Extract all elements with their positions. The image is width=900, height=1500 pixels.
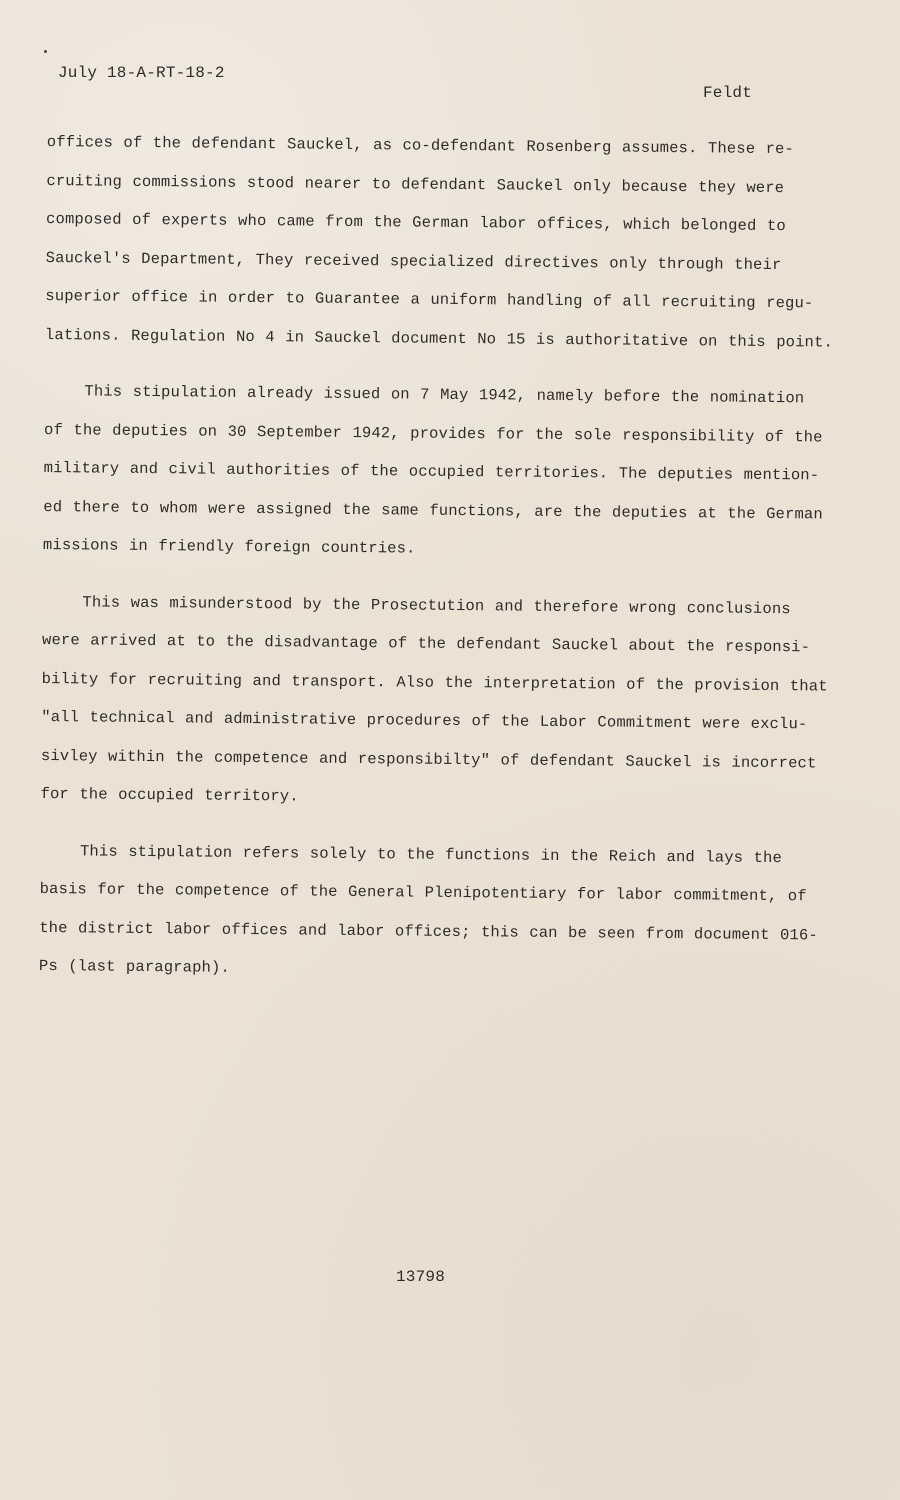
text-line: This stipulation already issued on 7 May 1942, namely before the nomination: [84, 382, 805, 408]
text-line: basis for the competence of the General Plenipotentiary for labor commitment, of: [39, 879, 807, 906]
text-line: superior office in order to Guarantee a uniform handling of all recruiting regu-: [45, 286, 814, 313]
text-line: composed of experts who came from the German labor offices, which belonged to: [45, 209, 786, 236]
text-line: ed there to whom were assigned the same functions, are the deputies at the German: [43, 497, 823, 523]
page-number: 13798: [396, 1268, 446, 1286]
paragraph-3: [40, 582, 832, 821]
text-line: cruiting commissions stood nearer to defendant Sauckel only because they were: [46, 171, 785, 197]
document-reference: July 18-A-RT-18-2: [58, 64, 225, 82]
text-line: missions in friendly foreign countries.: [42, 535, 416, 558]
text-line: Sauckel's Department, They received specialized directives only through their: [45, 248, 782, 274]
paragraph-4: [39, 831, 830, 993]
document-body: [39, 123, 837, 993]
text-line: military and civil authorities of the occupied territories. The deputies mention-: [43, 458, 820, 485]
text-line: for the occupied territory.: [40, 784, 299, 806]
ink-dot: [44, 50, 47, 53]
text-line: bility for recruiting and transport. Also the interpretation of the provision that: [41, 669, 828, 696]
paragraph-2: [43, 372, 835, 572]
paragraph-1: [45, 123, 837, 362]
text-line: sivley within the competence and responsibilty" of defendant Sauckel is incorrect: [40, 746, 817, 772]
text-line: offices of the defendant Sauckel, as co-defendant Rosenberg assumes. These re-: [46, 132, 795, 159]
text-line: lations. Regulation No 4 in Sauckel document No 15 is authoritative on this point.: [44, 325, 834, 352]
text-line: This stipulation refers solely to the functions in the Reich and lays the: [79, 841, 783, 867]
text-line: This was misunderstood by the Prosectution and therefore wrong conclusions: [82, 592, 791, 618]
speaker-name: Feldt: [703, 84, 753, 102]
text-line: "all technical and administrative procedures of the Labor Commitment were exclu-: [41, 707, 808, 734]
text-line: were arrived at to the disadvantage of the defendant Sauckel about the responsi-: [41, 630, 811, 657]
text-line: Ps (last paragraph).: [38, 956, 231, 977]
text-line: of the deputies on 30 September 1942, provides for the sole responsibility of the: [43, 420, 823, 446]
text-line: the district labor offices and labor offices; this can be seen from document 016-: [39, 918, 818, 944]
